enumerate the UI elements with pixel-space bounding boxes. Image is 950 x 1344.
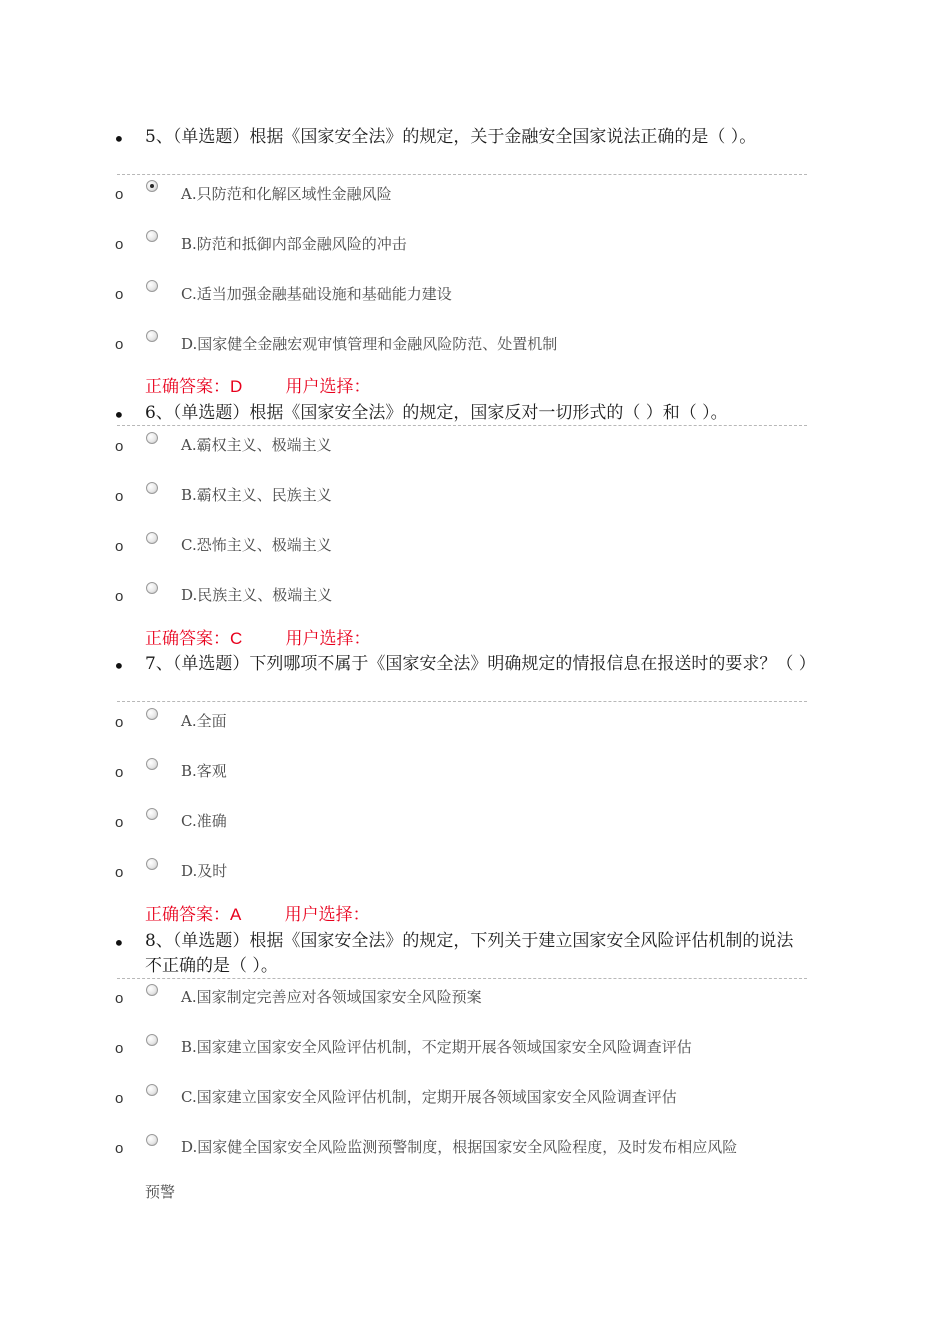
q5-option-a: A.只防范和化解区域性金融风险 xyxy=(181,185,392,203)
option-marker: o xyxy=(115,236,124,253)
q7-answer-line xyxy=(145,904,370,926)
option-marker: o xyxy=(115,864,124,881)
answer-letter: C xyxy=(230,629,243,648)
answer-label: 正确答案： xyxy=(145,377,230,397)
q6-answer-line xyxy=(145,628,371,650)
option-marker: o xyxy=(115,488,124,505)
q8-option-d: D.国家健全国家安全风险监测预警制度，根据国家安全风险程度，及时发布相应风险 xyxy=(181,1138,738,1156)
option-marker: o xyxy=(115,186,124,203)
bullet: • xyxy=(113,403,125,427)
option-marker: o xyxy=(115,1140,124,1157)
q5-radio-a[interactable] xyxy=(146,180,158,192)
question-7-text: 7、（单选题）下列哪项不属于《国家安全法》明确规定的情报信息在报送时的要求？（ ） xyxy=(145,654,816,674)
divider xyxy=(117,425,807,426)
divider xyxy=(117,701,807,702)
divider xyxy=(117,174,807,175)
option-marker: o xyxy=(115,814,124,831)
user-choice-label: 用户选择： xyxy=(284,905,370,925)
option-marker: o xyxy=(115,438,124,455)
option-marker: o xyxy=(115,764,124,781)
q8-radio-b[interactable] xyxy=(146,1034,158,1046)
q5-option-b: B.防范和抵御内部金融风险的冲击 xyxy=(181,235,407,253)
option-marker: o xyxy=(115,286,124,303)
q8-option-b: B.国家建立国家安全风险评估机制，不定期开展各领域国家安全风险调查评估 xyxy=(181,1038,692,1056)
user-choice-label: 用户选择： xyxy=(285,377,371,397)
q7-radio-b[interactable] xyxy=(146,758,158,770)
question-5-text: 5、（单选题）根据《国家安全法》的规定，关于金融安全国家说法正确的是（ ）。 xyxy=(145,127,757,147)
q7-radio-d[interactable] xyxy=(146,858,158,870)
q5-radio-d[interactable] xyxy=(146,330,158,342)
q8-option-d-continuation: 预警 xyxy=(145,1183,176,1201)
q7-option-b: B.客观 xyxy=(181,762,227,780)
q7-option-d: D.及时 xyxy=(181,862,228,880)
q6-option-d: D.民族主义、极端主义 xyxy=(181,586,333,604)
q5-option-c: C.适当加强金融基础设施和基础能力建设 xyxy=(181,285,452,303)
q7-radio-c[interactable] xyxy=(146,808,158,820)
q7-radio-a[interactable] xyxy=(146,708,158,720)
option-marker: o xyxy=(115,1090,124,1107)
q6-option-c: C.恐怖主义、极端主义 xyxy=(181,536,332,554)
option-marker: o xyxy=(115,336,124,353)
q8-radio-c[interactable] xyxy=(146,1084,158,1096)
bullet: • xyxy=(113,127,125,151)
q6-option-a: A.霸权主义、极端主义 xyxy=(181,436,332,454)
answer-label: 正确答案： xyxy=(145,905,230,925)
divider xyxy=(117,978,807,979)
q7-option-a: A.全面 xyxy=(181,712,227,730)
q8-option-c: C.国家建立国家安全风险评估机制，定期开展各领域国家安全风险调查评估 xyxy=(181,1088,677,1106)
option-marker: o xyxy=(115,588,124,605)
q8-radio-d[interactable] xyxy=(146,1134,158,1146)
user-choice-label: 用户选择： xyxy=(285,629,371,649)
q6-radio-b[interactable] xyxy=(146,482,158,494)
bullet: • xyxy=(113,931,125,955)
answer-letter: A xyxy=(230,905,242,924)
option-marker: o xyxy=(115,538,124,555)
answer-letter: D xyxy=(230,377,243,396)
option-marker: o xyxy=(115,1040,124,1057)
q6-radio-a[interactable] xyxy=(146,432,158,444)
q5-answer-line xyxy=(145,376,371,398)
option-marker: o xyxy=(115,990,124,1007)
q6-radio-d[interactable] xyxy=(146,582,158,594)
q8-radio-a[interactable] xyxy=(146,984,158,996)
q7-option-c: C.准确 xyxy=(181,812,227,830)
answer-label: 正确答案： xyxy=(145,629,230,649)
question-6-text: 6、（单选题）根据《国家安全法》的规定，国家反对一切形式的（ ）和（ ）。 xyxy=(145,403,728,423)
option-marker: o xyxy=(115,714,124,731)
q5-radio-c[interactable] xyxy=(146,280,158,292)
q8-option-a: A.国家制定完善应对各领域国家安全风险预案 xyxy=(181,988,482,1006)
q5-option-d: D.国家健全金融宏观审慎管理和金融风险防范、处置机制 xyxy=(181,335,558,353)
q6-radio-c[interactable] xyxy=(146,532,158,544)
question-8-text: 8、（单选题）根据《国家安全法》的规定，下列关于建立国家安全风险评估机制的说法不正确的是（ ）。 xyxy=(145,931,794,976)
q5-radio-b[interactable] xyxy=(146,230,158,242)
q6-option-b: B.霸权主义、民族主义 xyxy=(181,486,332,504)
bullet: • xyxy=(113,654,125,678)
